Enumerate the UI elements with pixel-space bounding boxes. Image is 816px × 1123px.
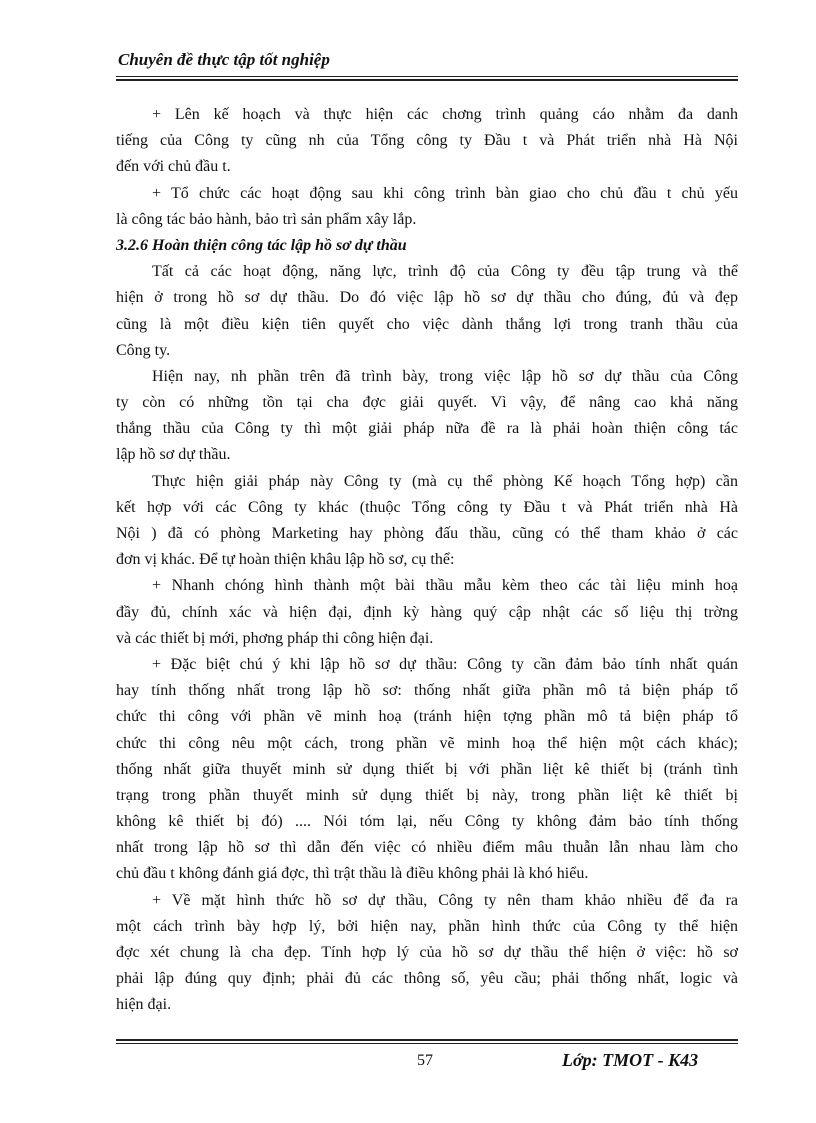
text-line: trạng trong phần thuyết minh sử dụng thiết bị này, trong phần liệt kê thiết bị bbox=[116, 786, 738, 804]
text-line: chức thi công với phần vẽ minh hoạ (tránh hiện tợng phần mô tả biện pháp tổ bbox=[116, 708, 738, 726]
text-line: Nội ) đã có phòng Marketing hay phòng đấu thầu, cũng có thể tham khảo ở các bbox=[116, 525, 738, 542]
text-line: đầy đủ, chính xác và hiện đại, định kỳ hàng quý cập nhật các số liệu thị trờng bbox=[116, 603, 738, 621]
text-line: + Lên kế hoạch và thực hiện các chơng trình quảng cáo nhằm đa danh bbox=[152, 106, 738, 123]
footer-rule-top bbox=[116, 1039, 738, 1041]
text-line: phải lập đúng quy định; phải đủ các thông số, yêu cầu; phải thống nhất, logic và bbox=[116, 970, 738, 988]
text-line: + Đặc biệt chú ý khi lập hồ sơ dự thầu: Công ty cần đảm bảo tính nhất quán bbox=[152, 655, 738, 673]
text-line: đến với chủ đầu t. bbox=[116, 158, 231, 176]
text-line: và các thiết bị mới, phơng pháp thi công hiện đại. bbox=[116, 629, 434, 647]
text-line: hiện đại. bbox=[116, 996, 172, 1014]
text-line: không kê thiết bị đó) .... Nói tóm lại, nếu Công ty không đảm bảo tính thống bbox=[116, 813, 738, 831]
document-body bbox=[116, 102, 738, 1019]
text-line: chức thi công nêu một cách, trong phần vẽ minh hoạ thể hiện một cách khác); bbox=[116, 734, 738, 752]
section-heading: 3.2.6 Hoàn thiện công tác lập hồ sơ dự thầu bbox=[116, 236, 407, 254]
header-title: Chuyên đề thực tập tốt nghiệp bbox=[118, 50, 330, 69]
page-number: 57 bbox=[417, 1052, 433, 1069]
text-line: hiện ở trong hồ sơ dự thầu. Do đó việc lập hồ sơ dự thầu cho đúng, đủ và đẹp bbox=[116, 289, 738, 307]
text-line: ty còn có những tồn tại cha đợc giải quyết. Vì vậy, để nâng cao khả năng bbox=[116, 394, 738, 412]
text-line: là công tác bảo hành, bảo trì sản phẩm xây lắp. bbox=[116, 210, 417, 228]
text-line: thống nhất giữa thuyết minh sử dụng thiết bị với phần liệt kê thiết bị (tránh tình bbox=[116, 760, 738, 778]
text-line: + Tổ chức các hoạt động sau khi công trình bàn giao cho chủ đầu t chủ yếu bbox=[152, 184, 738, 202]
text-line: cũng là một điều kiện tiên quyết cho việc dành thắng lợi trong tranh thầu của bbox=[116, 315, 738, 333]
text-line: thắng thầu của Công ty thì một giải pháp nữa đề ra là phải hoàn thiện công tác bbox=[116, 420, 738, 438]
text-line: Hiện nay, nh phần trên đã trình bày, trong việc lập hồ sơ dự thầu của Công bbox=[152, 367, 738, 385]
text-line: Tất cả các hoạt động, năng lực, trình độ của Công ty đều tập trung và thể bbox=[152, 263, 738, 281]
text-line: tiếng của Công ty cũng nh của Tổng công ty Đầu t và Phát triển nhà Hà Nội bbox=[116, 132, 738, 150]
header-rule-top bbox=[116, 76, 738, 77]
text-line: đơn vị khác. Để tự hoàn thiện khâu lập hồ sơ, cụ thể: bbox=[116, 551, 455, 569]
header-rule-bottom bbox=[116, 79, 738, 81]
text-line: một cách trình bày hợp lý, bởi hiện nay, phần hình thức của Công ty thể hiện bbox=[116, 917, 738, 935]
text-line: + Nhanh chóng hình thành một bài thầu mẫu kèm theo các tài liệu minh hoạ bbox=[152, 577, 738, 595]
text-line: + Về mặt hình thức hồ sơ dự thầu, Công ty nên tham khảo nhiều để đa ra bbox=[152, 891, 738, 909]
text-line: Thực hiện giải pháp này Công ty (mà cụ thể phòng Kế hoạch Tổng hợp) cần bbox=[152, 472, 738, 490]
text-line: hay tính thống nhất trong lập hồ sơ: thống nhất giữa phần mô tả biện pháp tổ bbox=[116, 682, 738, 700]
text-line: đợc xét chung là cha đẹp. Tính hợp lý của hồ sơ dự thầu thể hiện ở việc: hồ sơ bbox=[116, 944, 738, 961]
text-line: Công ty. bbox=[116, 341, 171, 359]
class-label: Lớp: TMOT - K43 bbox=[562, 1050, 699, 1070]
text-line: lập hồ sơ dự thầu. bbox=[116, 446, 231, 464]
footer-rule-bottom bbox=[116, 1043, 738, 1044]
text-line: chủ đầu t không đánh giá đợc, thì trật thầu là điều không phải là khó hiểu. bbox=[116, 865, 589, 883]
text-line: kết hợp với các Công ty khác (thuộc Tổng công ty Đầu t và Phát triển nhà Hà bbox=[116, 498, 738, 516]
text-line: nhất trong lập hồ sơ thì dẫn đến việc có nhiều điểm mâu thuẫn lẫn nhau làm cho bbox=[116, 839, 738, 857]
